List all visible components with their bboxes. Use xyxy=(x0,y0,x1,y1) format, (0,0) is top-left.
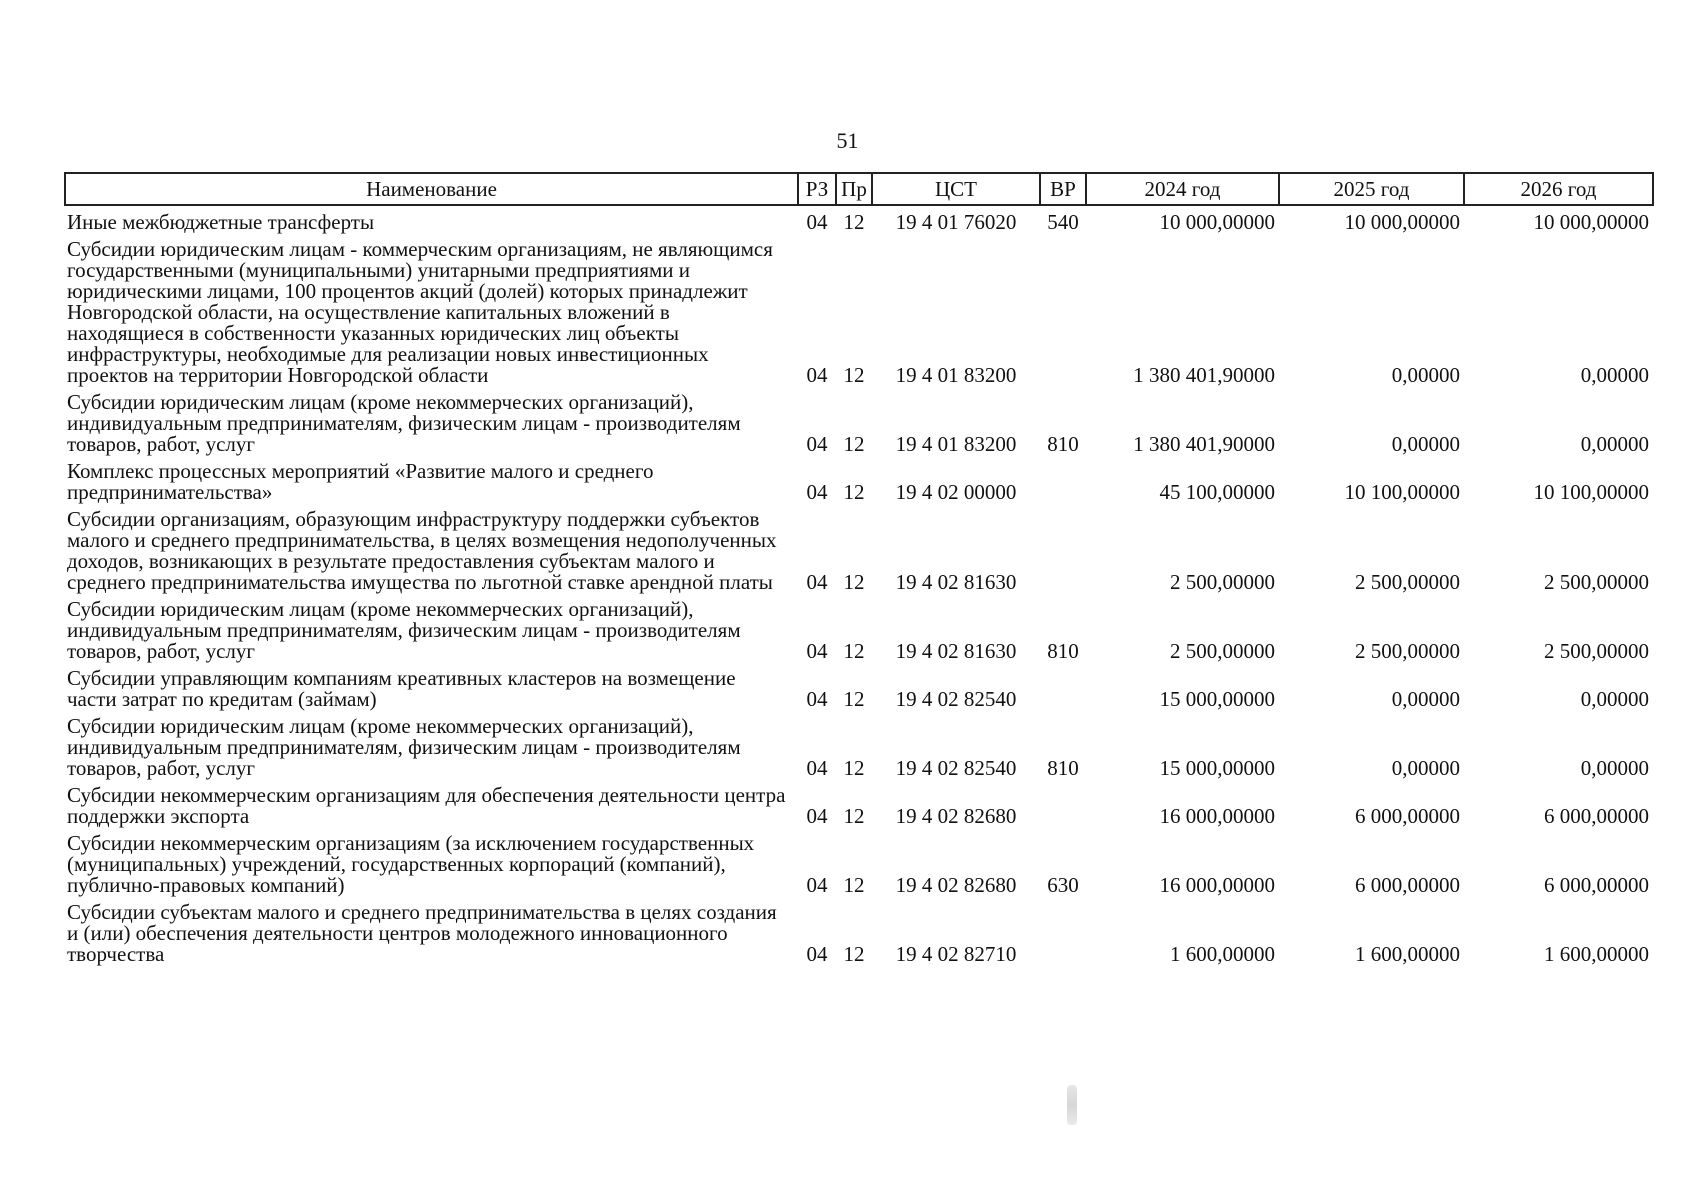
row-2025: 2 500,00000 xyxy=(1355,639,1460,663)
header-2026: 2026 год xyxy=(1464,173,1653,205)
row-2025: 0,00000 xyxy=(1391,432,1460,456)
row-2024: 45 100,00000 xyxy=(1159,480,1275,504)
header-rz: РЗ xyxy=(798,173,836,205)
table-row xyxy=(65,896,1653,965)
row-2025: 0,00000 xyxy=(1391,687,1460,711)
header-vr: ВР xyxy=(1040,173,1086,205)
table-row xyxy=(65,386,1653,455)
row-name: Субсидии юридическим лицам - коммерческим организациям, не являющимся государственными (муниципальными) унитарными предприятиями и юридическими лицами, 100 процентов акций (долей) которых принадлежит Новгородской области, на осуществление капитальных вложений в находящиеся в собственности указанных юридических лиц объекты инфраструктуры, необходимые для реализации новых инвестиционных проектов на территории Новгородской области xyxy=(67,237,773,387)
row-2026: 1 600,00000 xyxy=(1544,942,1649,966)
row-2024: 16 000,00000 xyxy=(1159,804,1275,828)
header-cst: ЦСТ xyxy=(872,173,1040,205)
row-2024: 1 600,00000 xyxy=(1170,942,1275,966)
row-vr xyxy=(1040,233,1086,386)
table-row xyxy=(65,593,1653,662)
row-name: Субсидии субъектам малого и среднего предпринимательства в целях создания и (или) обеспечения деятельности центров молодежного инновационного творчества xyxy=(67,900,777,966)
row-pr: 12 xyxy=(843,639,865,663)
row-rz: 04 xyxy=(806,432,828,456)
row-vr xyxy=(1040,779,1086,827)
row-2024: 1 380 401,90000 xyxy=(1133,363,1275,387)
row-rz: 04 xyxy=(806,363,828,387)
table-row xyxy=(65,503,1653,593)
row-name: Субсидии управляющим компаниям креативных кластеров на возмещение части затрат по кредитам (займам) xyxy=(67,666,736,711)
row-pr: 12 xyxy=(843,756,865,780)
table-row xyxy=(65,233,1653,386)
row-2024: 2 500,00000 xyxy=(1170,639,1275,663)
row-name: Субсидии организациям, образующим инфраструктуру поддержки субъектов малого и среднего предпринимательства, в целях возмещения недополученных доходов, возникающих в результате предоставления субъектам малого и среднего предпринимательства имущества по льготной ставке арендной платы xyxy=(67,507,777,594)
page-number: 51 xyxy=(836,128,859,153)
row-rz: 04 xyxy=(806,873,828,897)
row-2026: 0,00000 xyxy=(1580,432,1649,456)
row-pr: 12 xyxy=(843,570,865,594)
table-row xyxy=(65,455,1653,503)
row-cst: 19 4 02 82680 xyxy=(895,873,1017,897)
row-vr xyxy=(1040,896,1086,965)
header-2025: 2025 год xyxy=(1279,173,1464,205)
row-rz: 04 xyxy=(806,639,828,663)
row-2025: 6 000,00000 xyxy=(1355,873,1460,897)
row-vr: 540 xyxy=(1047,210,1079,234)
row-2026: 0,00000 xyxy=(1580,363,1649,387)
budget-table xyxy=(64,172,1654,965)
row-cst: 19 4 02 82540 xyxy=(895,756,1017,780)
row-2024: 1 380 401,90000 xyxy=(1133,432,1275,456)
row-pr: 12 xyxy=(843,363,865,387)
row-2025: 0,00000 xyxy=(1391,363,1460,387)
row-2025: 10 100,00000 xyxy=(1344,480,1460,504)
row-pr: 12 xyxy=(843,804,865,828)
row-2024: 16 000,00000 xyxy=(1159,873,1275,897)
row-name: Комплекс процессных мероприятий «Развитие малого и среднего предпринимательства» xyxy=(67,459,654,504)
row-name: Субсидии юридическим лицам (кроме некоммерческих организаций), индивидуальным предпринимателям, физическим лицам - производителям товаров, работ, услуг xyxy=(67,714,741,780)
row-2026: 0,00000 xyxy=(1580,756,1649,780)
row-2024: 15 000,00000 xyxy=(1159,687,1275,711)
row-vr: 630 xyxy=(1047,873,1079,897)
row-cst: 19 4 02 81630 xyxy=(895,570,1017,594)
row-cst: 19 4 01 76020 xyxy=(895,210,1017,234)
row-2024: 10 000,00000 xyxy=(1159,210,1275,234)
row-2025: 6 000,00000 xyxy=(1355,804,1460,828)
row-vr xyxy=(1040,662,1086,710)
table-header-row xyxy=(65,173,1653,205)
row-pr: 12 xyxy=(843,942,865,966)
row-rz: 04 xyxy=(806,756,828,780)
header-pr: Пр xyxy=(836,173,872,205)
row-2026: 2 500,00000 xyxy=(1544,570,1649,594)
row-2025: 2 500,00000 xyxy=(1355,570,1460,594)
row-vr: 810 xyxy=(1047,639,1079,663)
header-name: Наименование xyxy=(65,173,798,205)
row-2026: 10 100,00000 xyxy=(1533,480,1649,504)
table-row xyxy=(65,827,1653,896)
row-pr: 12 xyxy=(843,873,865,897)
row-vr: 810 xyxy=(1047,432,1079,456)
scan-smudge xyxy=(1067,1085,1077,1125)
row-name: Субсидии некоммерческим организациям (за исключением государственных (муниципальных) учреждений, государственных корпораций (компаний), публично-правовых компаний) xyxy=(67,831,755,897)
row-rz: 04 xyxy=(806,687,828,711)
row-name: Иные межбюджетные трансферты xyxy=(67,210,375,234)
row-2024: 2 500,00000 xyxy=(1170,570,1275,594)
row-2026: 0,00000 xyxy=(1580,687,1649,711)
row-pr: 12 xyxy=(843,687,865,711)
row-vr: 810 xyxy=(1047,756,1079,780)
row-cst: 19 4 02 82540 xyxy=(895,687,1017,711)
table-row xyxy=(65,662,1653,710)
row-name: Субсидии юридическим лицам (кроме некоммерческих организаций), индивидуальным предпринимателям, физическим лицам - производителям товаров, работ, услуг xyxy=(67,390,741,456)
table-row xyxy=(65,205,1653,233)
row-cst: 19 4 01 83200 xyxy=(895,363,1017,387)
row-2026: 10 000,00000 xyxy=(1533,210,1649,234)
row-name: Субсидии юридическим лицам (кроме некоммерческих организаций), индивидуальным предпринимателям, физическим лицам - производителям товаров, работ, услуг xyxy=(67,597,741,663)
row-cst: 19 4 02 81630 xyxy=(895,639,1017,663)
row-vr xyxy=(1040,503,1086,593)
row-rz: 04 xyxy=(806,942,828,966)
row-cst: 19 4 02 00000 xyxy=(895,480,1017,504)
row-rz: 04 xyxy=(806,210,828,234)
row-cst: 19 4 02 82710 xyxy=(895,942,1017,966)
row-2025: 1 600,00000 xyxy=(1355,942,1460,966)
row-vr xyxy=(1040,455,1086,503)
row-2025: 0,00000 xyxy=(1391,756,1460,780)
row-2026: 6 000,00000 xyxy=(1544,873,1649,897)
row-cst: 19 4 02 82680 xyxy=(895,804,1017,828)
row-name: Субсидии некоммерческим организациям для обеспечения деятельности центра поддержки экспорта xyxy=(67,783,786,828)
header-2024: 2024 год xyxy=(1086,173,1279,205)
table-row xyxy=(65,779,1653,827)
row-2026: 6 000,00000 xyxy=(1544,804,1649,828)
row-2026: 2 500,00000 xyxy=(1544,639,1649,663)
row-cst: 19 4 01 83200 xyxy=(895,432,1017,456)
row-rz: 04 xyxy=(806,480,828,504)
row-rz: 04 xyxy=(806,804,828,828)
row-2024: 15 000,00000 xyxy=(1159,756,1275,780)
row-rz: 04 xyxy=(806,570,828,594)
row-2025: 10 000,00000 xyxy=(1344,210,1460,234)
row-pr: 12 xyxy=(843,480,865,504)
table-row xyxy=(65,710,1653,779)
row-pr: 12 xyxy=(843,432,865,456)
row-pr: 12 xyxy=(843,210,865,234)
